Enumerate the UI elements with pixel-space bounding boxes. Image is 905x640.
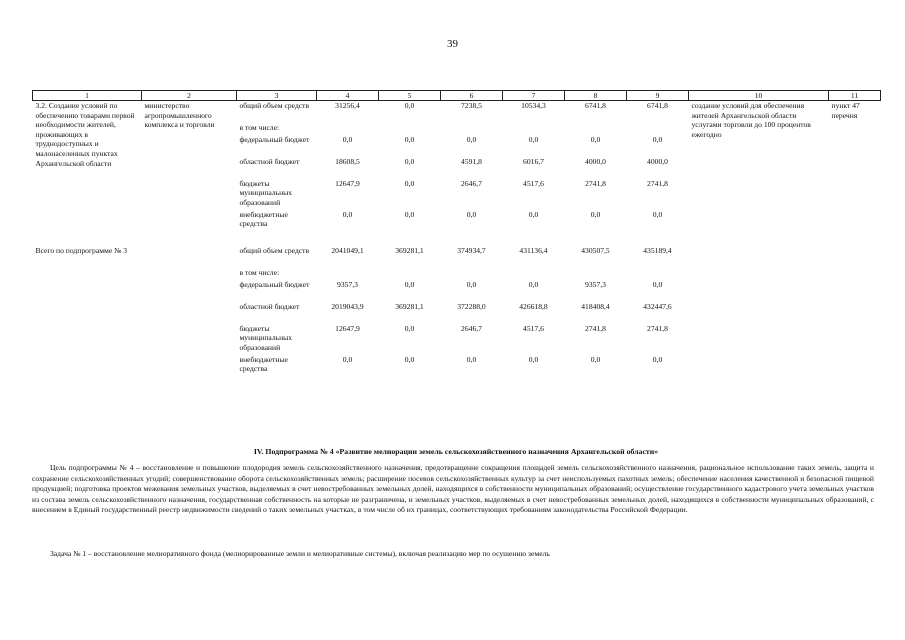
column-numbers-row	[33, 91, 881, 101]
funding-source-cell: бюджеты муниципальных образований	[239, 323, 293, 352]
page-number: 39	[447, 38, 458, 50]
amount-cell: 0,0	[404, 354, 415, 364]
spacer-cell	[33, 232, 881, 246]
measure-cell: 3.2. Создание условий по обеспечению товарами первой необходимости жителей, проживающих в труднодоступных и малонаселенных пунктах Архангельской области	[35, 101, 135, 168]
amount-cell: 2741,8	[647, 178, 668, 188]
amount-cell: 6741,8	[585, 101, 606, 110]
amount-cell: 2041049,1	[331, 245, 364, 255]
link-cell: пункт 47 перечня	[831, 101, 860, 120]
result-cell	[689, 246, 829, 377]
amount-cell: 0,0	[652, 354, 663, 364]
executor-cell: министерство агропромышленного комплекса и торговли	[144, 101, 215, 130]
goal-paragraph: Цель подпрограммы № 4 – восстановление и повышение плодородия земель сельскохозяйственного назначения, предотвращение сокращения площадей земель сельскохозяйственного назначения, рациональное использование таких земель, защита и сохранение сельскохозяйственных угодий; совершенствование оборота сельскохозяйственных земель; расширение посевов сельскохозяйственных культур за счет неиспользуемых пахотных земель; обеспечение населения качественной и безопасной пищевой продукцией; подготовка проектов межевания земельных участков, выделяемых в счет невостребованных земельных долей, находящихся в собственности муниципальных образований; осуществление государственного кадастрового учета земельных участков из состава земель сельскохозяйственного назначения, государственная собственность на которые не разграничена, и земельных участков, выделяемых в счет невостребованных земельных долей, находящихся в собственности муниципальных образований, с внесением в Единый государственный реестр недвижимости сведений о таких земельных участках, в том числе об их границах, соответствующих требованиям законодательства Российской Федерации.	[32, 463, 874, 515]
amount-cell: 4517,6	[523, 178, 544, 188]
amount-cell: 369281,1	[395, 245, 424, 255]
amount-cell: 0,0	[404, 156, 415, 166]
amount-cell: 2741,8	[647, 323, 668, 333]
funding-table	[32, 90, 881, 377]
amount-cell: 9357,3	[585, 279, 606, 289]
amount-cell: 369281,1	[395, 301, 424, 311]
amount-cell: 0,0	[652, 134, 663, 144]
amount-cell: 10534,3	[521, 101, 546, 110]
amount-cell	[627, 123, 689, 135]
column-number: 6	[441, 91, 503, 101]
funding-source-cell: бюджеты муниципальных образований	[239, 178, 293, 207]
amount-cell: 12647,9	[335, 178, 360, 188]
funding-source-cell: в том числе:	[239, 122, 280, 132]
funding-source-cell: в том числе:	[239, 267, 280, 277]
funding-source-cell: внебюджетные средства	[239, 354, 288, 374]
amount-cell: 0,0	[528, 279, 539, 289]
amount-cell: 0,0	[466, 209, 477, 219]
column-number: 8	[565, 91, 627, 101]
amount-cell: 426618,8	[519, 301, 548, 311]
amount-cell: 0,0	[590, 134, 601, 144]
spacer-row	[33, 232, 881, 246]
column-number: 7	[503, 91, 565, 101]
funding-source-cell: областной бюджет	[239, 156, 300, 166]
amount-cell: 0,0	[404, 209, 415, 219]
amount-cell	[441, 123, 503, 135]
amount-cell: 0,0	[466, 354, 477, 364]
amount-cell: 4000,0	[585, 156, 606, 166]
amount-cell: 4517,6	[523, 323, 544, 333]
column-number: 9	[627, 91, 689, 101]
amount-cell: 31256,4	[335, 101, 360, 110]
link-cell	[829, 246, 881, 377]
amount-cell	[379, 268, 441, 280]
result-cell: создание условий для обеспечения жителей Архангельской области услугами торговли до 100 процентов ежегодно	[691, 101, 811, 139]
amount-cell: 0,0	[342, 134, 353, 144]
measure-cell: Всего по подпрограмме № 3	[35, 245, 128, 255]
amount-cell: 2646,7	[461, 178, 482, 188]
task-paragraph: Задача № 1 – восстановление мелиоративного фонда (мелиорированные земли и мелиоративные системы), включая реализацию мер по осушению земель	[50, 549, 550, 558]
amount-cell: 0,0	[404, 178, 415, 188]
amount-cell: 0,0	[652, 279, 663, 289]
amount-cell: 431136,4	[519, 245, 548, 255]
column-number: 4	[317, 91, 379, 101]
column-number: 2	[142, 91, 237, 101]
amount-cell: 0,0	[404, 101, 415, 110]
amount-cell: 4591,8	[461, 156, 482, 166]
table-row	[33, 246, 881, 268]
column-number: 1	[33, 91, 142, 101]
funding-source-cell: федеральный бюджет	[239, 279, 310, 289]
amount-cell: 435189,4	[643, 245, 672, 255]
amount-cell	[565, 268, 627, 280]
amount-cell: 0,0	[528, 354, 539, 364]
amount-cell	[317, 123, 379, 135]
amount-cell: 372288,0	[457, 301, 486, 311]
section-title: IV. Подпрограмма № 4 «Развитие мелиорации земель сельскохозяйственного назначения Архангельской области»	[253, 447, 659, 456]
amount-cell: 0,0	[404, 323, 415, 333]
amount-cell: 0,0	[466, 279, 477, 289]
amount-cell: 2741,8	[585, 323, 606, 333]
amount-cell: 2019043,9	[331, 301, 364, 311]
amount-cell: 0,0	[590, 209, 601, 219]
table-row	[33, 101, 881, 123]
amount-cell	[565, 123, 627, 135]
amount-cell: 0,0	[528, 209, 539, 219]
column-number: 5	[379, 91, 441, 101]
amount-cell: 0,0	[404, 279, 415, 289]
amount-cell: 432447,6	[643, 301, 672, 311]
amount-cell: 430507,5	[581, 245, 610, 255]
column-number: 10	[689, 91, 829, 101]
amount-cell	[503, 268, 565, 280]
amount-cell: 2646,7	[461, 323, 482, 333]
funding-source-cell: внебюджетные средства	[239, 209, 288, 229]
amount-cell: 7238,5	[461, 101, 482, 110]
amount-cell	[627, 268, 689, 280]
executor-cell	[142, 246, 237, 377]
funding-source-cell: областной бюджет	[239, 301, 300, 311]
amount-cell: 0,0	[466, 134, 477, 144]
column-number: 3	[237, 91, 317, 101]
amount-cell	[503, 123, 565, 135]
amount-cell: 18608,5	[335, 156, 360, 166]
amount-cell: 418408,4	[581, 301, 610, 311]
funding-source-cell: общий объем средств	[239, 245, 310, 255]
amount-cell: 0,0	[404, 134, 415, 144]
amount-cell: 4000,0	[647, 156, 668, 166]
amount-cell: 6741,8	[647, 101, 668, 110]
amount-cell: 0,0	[652, 209, 663, 219]
amount-cell: 12647,9	[335, 323, 360, 333]
amount-cell	[379, 123, 441, 135]
amount-cell: 374934,7	[457, 245, 486, 255]
funding-source-cell: общий объем средств	[239, 101, 310, 110]
amount-cell: 9357,3	[337, 279, 358, 289]
amount-cell: 2741,8	[585, 178, 606, 188]
amount-cell: 6016,7	[523, 156, 544, 166]
amount-cell: 0,0	[590, 354, 601, 364]
amount-cell: 0,0	[528, 134, 539, 144]
amount-cell	[317, 268, 379, 280]
column-number: 11	[829, 91, 881, 101]
amount-cell	[441, 268, 503, 280]
amount-cell: 0,0	[342, 354, 353, 364]
funding-source-cell: федеральный бюджет	[239, 134, 310, 144]
amount-cell: 0,0	[342, 209, 353, 219]
